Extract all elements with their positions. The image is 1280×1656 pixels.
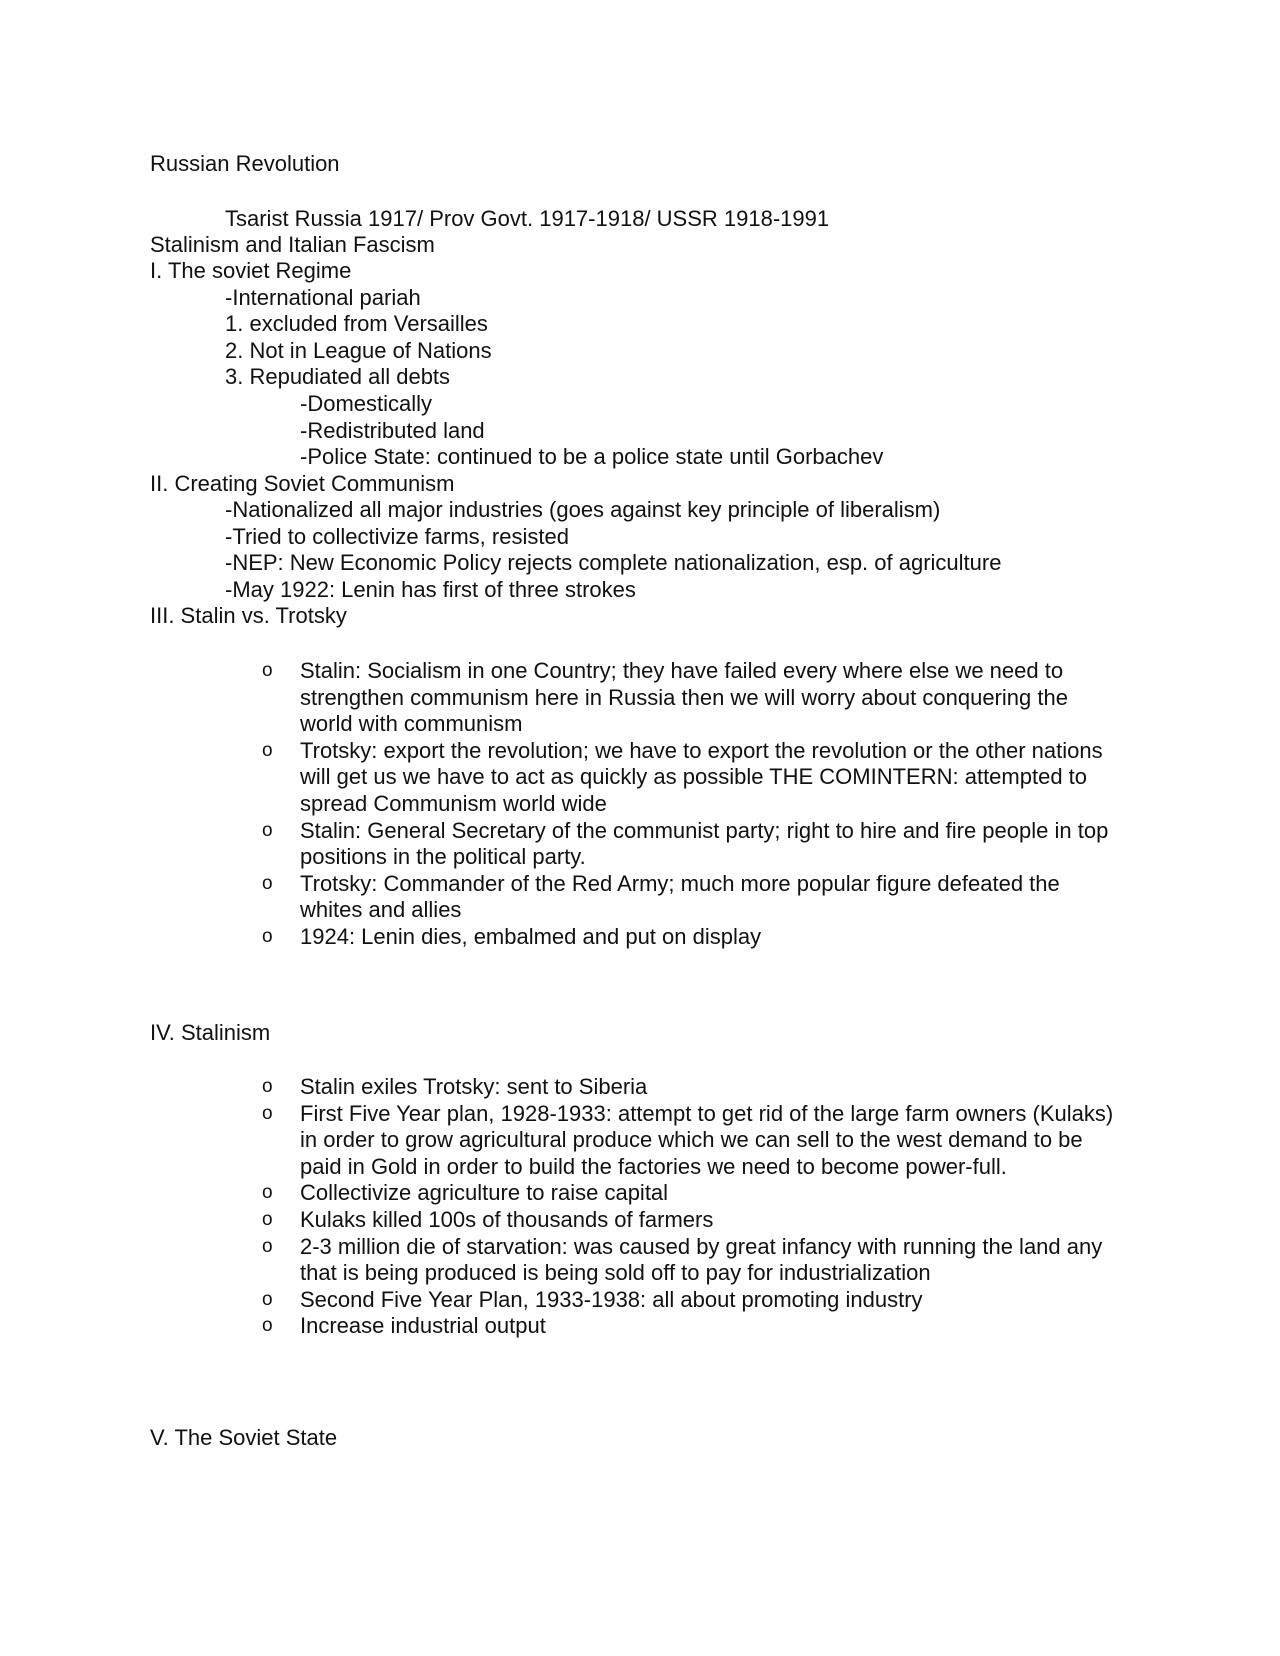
bullet-marker: o: [262, 1288, 273, 1310]
list-item: o Stalin exiles Trotsky: sent to Siberia: [262, 1074, 648, 1099]
list-item: o Second Five Year Plan, 1933-1938: all about promoting industry: [262, 1286, 923, 1312]
list-item: o Kulaks killed 100s of thousands of farmers: [262, 1206, 714, 1232]
outline-item: -NEP: New Economic Policy rejects complete nationalization, esp. of agriculture: [225, 550, 1002, 575]
bullet-marker: o: [262, 1315, 273, 1337]
bullet-marker: o: [262, 1076, 273, 1097]
list-item: o Trotsky: export the revolution; we have to export the revolution or the other nations will get us we have to act as quickly as possible THE COMINTERN: attempted to spread Communism world wide: [262, 737, 1103, 816]
section-heading-3: III. Stalin vs. Trotsky: [150, 603, 347, 628]
bullet-marker: o: [262, 819, 273, 841]
document-title: Russian Revolution: [150, 151, 340, 176]
outline-item: 3. Repudiated all debts: [225, 364, 451, 389]
outline-item: -Tried to collectivize farms, resisted: [225, 524, 569, 549]
period-line: Tsarist Russia 1917/ Prov Govt. 1917-1918/ USSR 1918-1991: [225, 206, 830, 231]
section-heading-4: IV. Stalinism: [150, 1020, 271, 1045]
bullet-marker: o: [262, 1182, 273, 1204]
list-item: o 2-3 million die of starvation: was caused by great infancy with running the land any that is being produced is being sold off to pay for industrialization: [262, 1233, 1103, 1286]
list-item: o 1924: Lenin dies, embalmed and put on display: [262, 923, 762, 949]
bullet-marker: o: [262, 925, 273, 947]
bullet-marker: o: [262, 1102, 273, 1124]
bullet-marker: o: [262, 872, 273, 894]
list-item: o Increase industrial output: [262, 1313, 546, 1339]
section-heading-2: II. Creating Soviet Communism: [150, 471, 455, 496]
outline-item: -Nationalized all major industries (goes against key principle of liberalism): [225, 497, 941, 522]
outline-subitem: -Police State: continued to be a police state until Gorbachev: [300, 444, 884, 469]
list-item: o Trotsky: Commander of the Red Army; much more popular figure defeated the whites and allies: [262, 870, 1060, 923]
outline-item: -International pariah: [225, 285, 421, 310]
list-item: o Collectivize agriculture to raise capital: [262, 1180, 669, 1206]
section-heading-1: I. The soviet Regime: [150, 258, 352, 283]
outline-subitem: -Domestically: [300, 391, 433, 416]
list-item: o Stalin: General Secretary of the communist party; right to hire and fire people in top positions in the political party.: [262, 817, 1109, 870]
outline-subitem: -Redistributed land: [300, 418, 485, 443]
bullet-marker: o: [262, 739, 273, 761]
outline-item: 1. excluded from Versailles: [225, 311, 488, 336]
bullet-marker: o: [262, 1208, 273, 1230]
section-heading-5: V. The Soviet State: [150, 1425, 338, 1450]
subtitle: Stalinism and Italian Fascism: [150, 232, 435, 257]
bullet-list-stalin-trotsky: [262, 658, 1122, 951]
list-item: o Stalin: Socialism in one Country; they have failed every where else we need to strengthen communism here in Russia then we will worry about conquering the world with communism: [262, 658, 1068, 737]
bullet-list-stalinism: [262, 1074, 1122, 1340]
bullet-marker: o: [262, 1235, 273, 1257]
bullet-marker: o: [262, 660, 273, 681]
outline-item: 2. Not in League of Nations: [225, 338, 492, 363]
list-item: o First Five Year plan, 1928-1933: attempt to get rid of the large farm owners (Kulaks) in order to grow agricultural produce which we can sell to the west demand to be paid in Gold in order to build the factories we need to become power-full.: [262, 1100, 1114, 1179]
outline-item: -May 1922: Lenin has first of three strokes: [225, 577, 636, 602]
